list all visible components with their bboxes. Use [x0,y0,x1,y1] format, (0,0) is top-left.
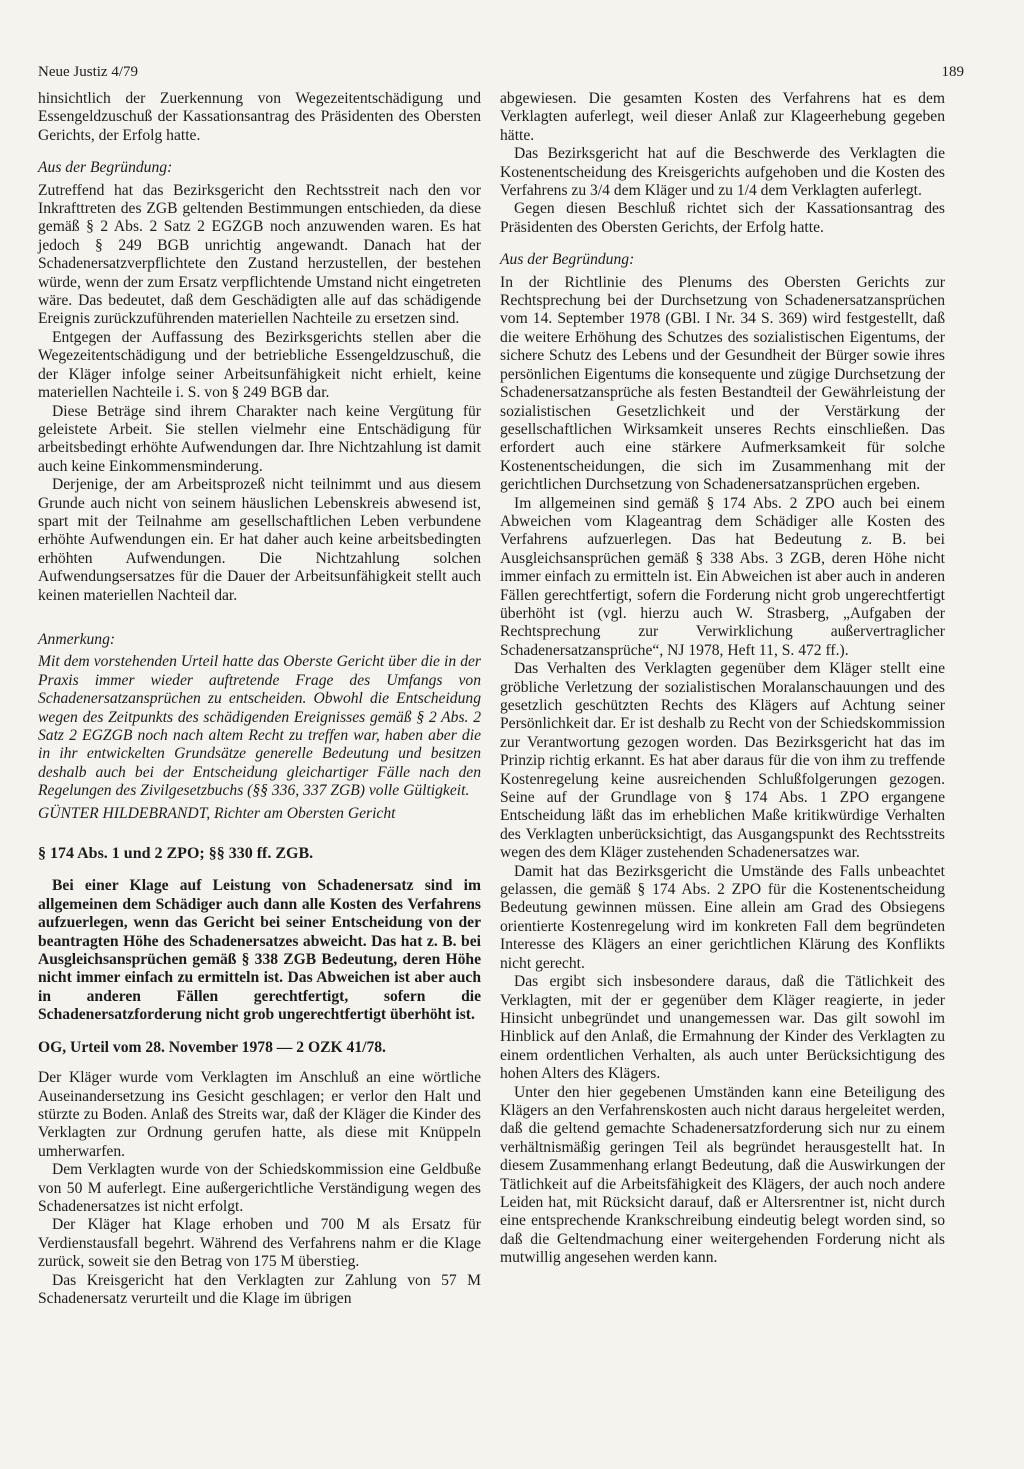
paragraph: Im allgemeinen sind gemäß § 174 Abs. 2 ZPO auch bei einem Abweichen vom Klageantrag dem Schädiger alle Kosten des Verfahrens aufzuerlegen. Das hat Bedeutung z. B. bei Ausgleichsansprüchen gemäß § 338 Abs. 3 ZGB, deren Höhe nicht immer einfach zu ermitteln ist. Ein Abweichen ist aber auch in anderen Fällen gerechtfertigt, sofern die Forderung nicht grob ungerechtfertigt überhöht ist (vgl. hierzu auch W. Strasberg, „Aufgaben der Rechtsprechung zur Verwirklichung außervertraglicher Schadenersatzansprüche“, NJ 1978, Heft 11, S. 472 ff.). [500,494,945,659]
paragraph: Das Kreisgericht hat den Verklagten zur Zahlung von 57 M Schadenersatz verurteilt und die Klage im übrigen [38,1271,481,1307]
paragraph: In der Richtlinie des Plenums des Obersten Gerichts zur Rechtsprechung bei der Durchsetzung von Schadenersatzansprüchen vom 14. September 1978 (GBl. I Nr. 34 S. 369) wird festgestellt, daß die weitere Erhöhung des Schutzes des sozialistischen Eigentums, der sichere Schutz des Lebens und der Gesundheit der Bürger sowie ihres persönlichen Eigentums die konsequente und zügige Durchsetzung der Schadenersatzansprüche als festen Bestandteil der Gewährleistung der sozialistischen Gesetzlichkeit und der Verstärkung der gesellschaftlichen Wirksamkeit unseres Rechts einschließen. Das erfordert auch eine stärkere Aufmerksamkeit für solche Kostenentscheidungen, die sich im Zusammenhang mit der gerichtlichen Durchsetzung von Schadenersatzansprüchen ergeben. [500,273,945,494]
section-heading: Aus der Begründung: [500,251,635,269]
page-header [38,62,964,84]
section-heading: Aus der Begründung: [38,159,173,177]
annotation-text: Mit dem vorstehenden Urteil hatte das Oberste Gericht über die in der Praxis immer wieder auftretende Frage des Umfangs von Schadenersatzansprüchen zu entscheiden. Obwohl die Entscheidung wegen des Zeitpunkts des schädigenden Ereignisses gemäß § 2 Abs. 2 Satz 2 EGZGB noch nach altem Recht zu treffen war, haben aber die in ihr entwickelten Grundsätze generelle Bedeutung und besitzen deshalb auch bei der Entscheidung gleichartiger Fälle nach den Regelungen des Zivilgesetzbuchs (§§ 336, 337 ZGB) volle Gültigkeit. [38,653,481,800]
headnote: Bei einer Klage auf Leistung von Schadenersatz sind im allgemeinen dem Schädiger auch dann alle Kosten des Verfahrens aufzuerlegen, wenn das Gericht bei seiner Entscheidung von der beantragten Höhe des Schadenersatzes abweicht. Das hat z. B. bei Ausgleichsansprüchen gemäß § 338 ZGB Bedeutung, deren Höhe nicht immer einfach zu ermitteln ist. Das Abweichen ist aber auch in anderen Fällen gerechtfertigt, sofern die Schadenersatzforderung nicht grob ungerechtfertigt überhöht ist. [38,877,481,1024]
paragraph: Das ergibt sich insbesondere daraus, daß die Tätlichkeit des Verklagten, mit der er gegenüber dem Kläger reagierte, in jeder Hinsicht unbegründet und unangemessen war. Das gilt sowohl im Hinblick auf den Anlaß, die Ermahnung der Kinder des Verklagten zu einem ordentlichen Verhalten, als auch unter Berücksichtigung des hohen Alters des Klägers. [500,973,945,1083]
paragraph: Der Kläger hat Klage erhoben und 700 M als Ersatz für Verdienstausfall begehrt. Während des Verfahrens nahm er die Klage zurück, soweit sie den Betrag von 175 M überstieg. [38,1216,481,1271]
paragraph: Gegen diesen Beschluß richtet sich der Kassationsantrag des Präsidenten des Obersten Gerichts, der Erfolg hatte. [500,200,945,236]
right-column [500,90,945,1268]
paragraph: Dem Verklagten wurde von der Schiedskommission eine Geldbuße von 50 M auferlegt. Eine außergerichtliche Verständigung wegen des Schadenersatzes ist nicht erfolgt. [38,1161,481,1215]
journal-title: Neue Justiz 4/79 [38,64,138,80]
paragraph: Diese Beträge sind ihrem Charakter nach keine Vergütung für geleistete Arbeit. Sie stellen vielmehr eine Entschädigung für arbeitsbedingt erhöhte Aufwendungen dar. Ihre Nichtzahlung ist damit auch keine Einkommensminderung. [38,402,481,475]
paragraph: Das Bezirksgericht hat auf die Beschwerde des Verklagten die Kostenentscheidung des Kreisgerichts aufgehoben und die Kosten des Verfahrens zu 3/4 dem Kläger und zu 1/4 dem Verklagten auferlegt. [500,145,945,200]
paragraph: Der Kläger wurde vom Verklagten im Anschluß an eine wörtliche Auseinandersetzung ins Gesicht geschlagen; er verlor den Halt und stürzte zu Boden. Anlaß des Streits war, daß der Kläger die Kinder des Verklagten zur Ordnung gerufen hatte, als diese mit Knüppeln umherwarfen. [38,1069,481,1160]
paragraph: Damit hat das Bezirksgericht die Umstände des Falls unbeachtet gelassen, die gemäß § 174 Abs. 2 ZPO für die Kostenentscheidung Bedeutung gewinnen müssen. Eine allein am Grad des Obsiegens orientierte Kostenregelung wird im konkreten Fall dem begründeten Interesse des Klägers an einer gerichtlichen Klärung des Konflikts nicht gerecht. [500,862,945,972]
section-heading: Anmerkung: [38,630,116,648]
paragraph: Das Verhalten des Verklagten gegenüber dem Kläger stellt eine gröbliche Verletzung der sozialistischen Moralanschauungen und des gesetzlich geschützten Rechts des Klägers auf Achtung seiner Persönlichkeit dar. Er ist deshalb zu Recht von der Schiedskommission zur Verantwortung gezogen worden. Das Bezirksgericht hat das im Prinzip richtig erkannt. Es hat aber daraus für die von ihm zu treffende Kostenregelung keine ausreichenden Schlußfolgerungen gezogen. Seine auf der Grundlage von § 174 Abs. 1 ZPO ergangene Entscheidung läßt das im erheblichen Maße kritikwürdige Verhalten des Verklagten unberücksichtigt, das Ausgangspunkt des Rechtsstreits wegen des dem Kläger zustehenden Schadenersatzes war. [500,660,945,862]
paragraph: Zutreffend hat das Bezirksgericht den Rechtsstreit nach den vor Inkrafttreten des ZGB geltenden Bestimmungen entschieden, da diese gemäß § 2 Abs. 2 Satz 2 EGZGB noch anzuwenden waren. Es hat jedoch § 249 BGB unrichtig angewandt. Danach hat der Schadenersatzverpflichtete den Zustand herzustellen, der bestehen würde, wenn der zum Ersatz verpflichtende Umstand nicht eingetreten wäre. Das bedeutet, daß dem Geschädigten alle auf das schädigende Ereignis zurückzuführenden materiellen Nachteile zu ersetzen sind. [38,181,481,328]
paragraph: Entgegen der Auffassung des Bezirksgerichts stellen aber die Wegezeitentschädigung und der betriebliche Essengeldzuschuß, die der Kläger infolge seiner Arbeitsunfähigkeit nicht erhielt, keine materiellen Nachteile i. S. von § 249 BGB dar. [38,328,481,402]
paragraph: abgewiesen. Die gesamten Kosten des Verfahrens hat es dem Verklagten auferlegt, weil dieser Anlaß zur Klageerhebung gegeben hätte. [500,90,945,144]
page-number: 189 [941,64,964,80]
left-column [38,90,481,1308]
paragraph: Derjenige, der am Arbeitsprozeß nicht teilnimmt und aus diesem Grunde auch nicht von seinem häuslichen Lebenskreis abwesend ist, spart mit der Teilnahme am gesellschaftlichen Leben verbundene erhöhte Aufwendungen ein. Er hat daher auch keine arbeitsbedingten erhöhten Aufwendungen. Die Nichtzahlung solchen Aufwendungsersatzes für die Dauer der Arbeitsunfähigkeit stellt auch keinen materiellen Nachteil dar. [38,476,481,604]
paragraph: hinsichtlich der Zuerkennung von Wegezeitentschädigung und Essengeldzuschuß der Kassationsantrag des Präsidenten des Obersten Gerichts, der Erfolg hatte. [38,90,481,144]
case-heading: § 174 Abs. 1 und 2 ZPO; §§ 330 ff. ZGB. [38,845,314,863]
author-signature: GÜNTER HILDEBRANDT, Richter am Obersten Gericht [38,804,396,822]
court-decision-line: OG, Urteil vom 28. November 1978 — 2 OZK 41/78. [38,1038,386,1056]
paragraph: Unter den hier gegebenen Umständen kann eine Beteiligung des Klägers an den Verfahrenskosten auch nicht daraus hergeleitet werden, daß die geltend gemachte Schadenersatzforderung sich nur zu einem verhältnismäßig geringen Teil als begründet herausgestellt hat. In diesem Zusammenhang erlangt Bedeutung, daß die Auswirkungen der Tätlichkeit auf die Arbeitsfähigkeit des Klägers, der auch noch andere Leiden hat, mit Rücksicht darauf, daß er Altersrentner ist, nicht durch eine entsprechende Krankschreibung eindeutig belegt worden sind, so daß die Geltendmachung einer weitergehenden Forderung nicht als mutwillig angesehen werden kann. [500,1083,945,1267]
